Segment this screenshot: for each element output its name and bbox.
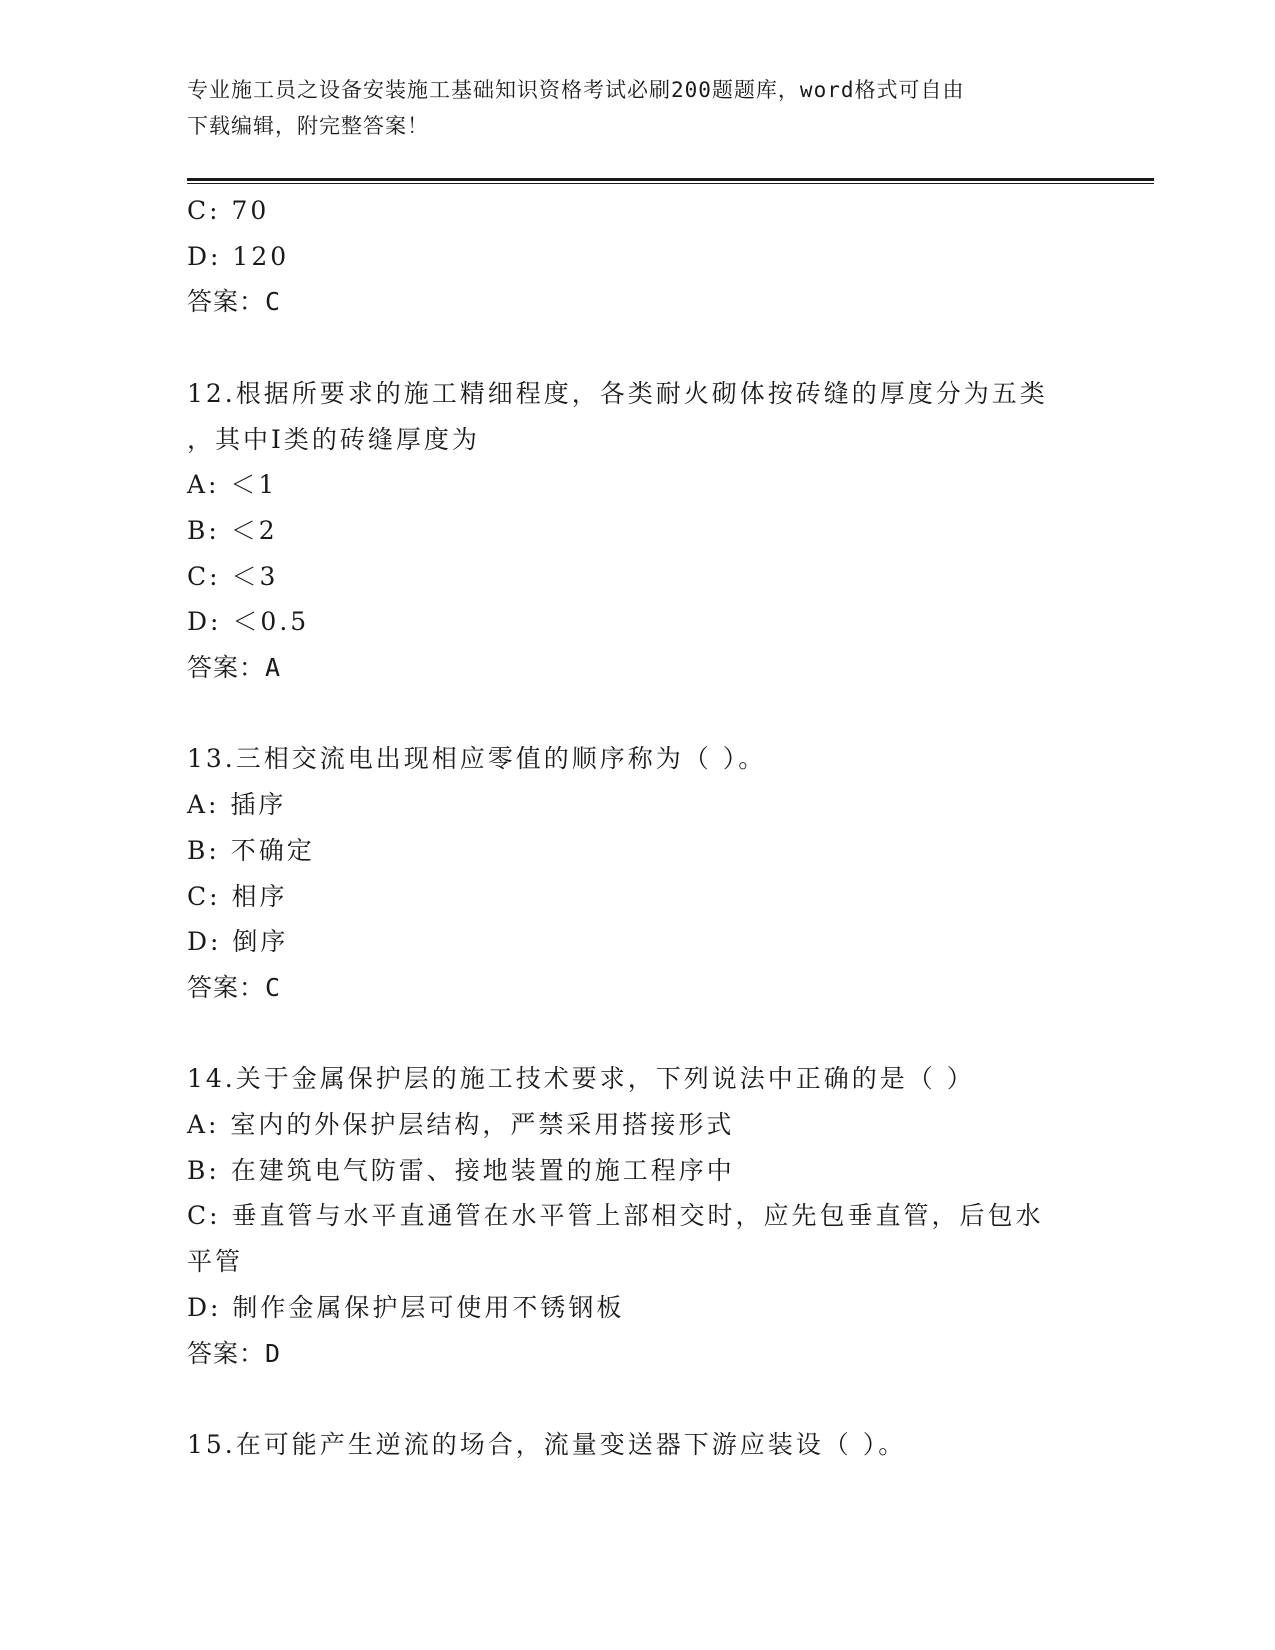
- answer-option: B: 不确定: [187, 835, 315, 865]
- block-spacer: [187, 1376, 1087, 1422]
- block-spacer: [187, 691, 1087, 737]
- answer-key: 答案：A: [187, 653, 282, 683]
- header-title-line-2: 下载编辑，附完整答案！: [187, 114, 429, 138]
- answer-option: D: 制作金属保护层可使用不锈钢板: [187, 1292, 625, 1322]
- question-text: ，其中Ⅰ类的砖缝厚度为: [187, 424, 480, 454]
- question-text: 14.关于金属保护层的施工技术要求，下列说法中正确的是（ ）: [187, 1064, 975, 1094]
- answer-option: B: ＜2: [187, 515, 278, 545]
- answer-key: 答案：D: [187, 1338, 282, 1368]
- answer-option: A: ＜1: [187, 470, 278, 500]
- question-block: [187, 188, 1087, 325]
- answer-key: 答案：C: [187, 287, 282, 317]
- answer-option: C: 相序: [187, 881, 288, 911]
- block-spacer: [187, 325, 1087, 371]
- header-title-line-1: 专业施工员之设备安装施工基础知识资格考试必刷200题题库，word格式可自由: [187, 78, 965, 102]
- answer-option: D: 120: [187, 241, 290, 271]
- answer-option: C: ＜3: [187, 561, 279, 591]
- answer-option: C: 垂直管与水平直通管在水平管上部相交时，应先包垂直管，后包水: [187, 1201, 1044, 1231]
- question-text: 12.根据所要求的施工精细程度，各类耐火砌体按砖缝的厚度分为五类: [187, 378, 1048, 408]
- document-header: [187, 72, 1087, 144]
- question-text: 15.在可能产生逆流的场合，流量变送器下游应装设（ ）。: [187, 1429, 907, 1459]
- question-block: [187, 736, 1087, 1010]
- answer-option: A: 插序: [187, 790, 287, 820]
- answer-key: 答案：C: [187, 972, 282, 1002]
- answer-option: D: 倒序: [187, 927, 289, 957]
- question-text: 13.三相交流电出现相应零值的顺序称为（ ）。: [187, 744, 767, 774]
- answer-option: D: ＜0.5: [187, 607, 310, 637]
- question-text: 平管: [187, 1247, 244, 1277]
- question-block: [187, 371, 1087, 691]
- question-list: [187, 188, 1087, 1468]
- answer-option: A: 室内的外保护层结构，严禁采用搭接形式: [187, 1110, 735, 1140]
- header-divider-thick: [187, 178, 1154, 181]
- header-divider-thin: [187, 183, 1154, 184]
- question-block: [187, 1056, 1087, 1376]
- answer-option: B: 在建筑电气防雷、接地装置的施工程序中: [187, 1155, 735, 1185]
- question-block: [187, 1422, 1087, 1468]
- answer-option: C: 70: [187, 196, 270, 225]
- block-spacer: [187, 1011, 1087, 1057]
